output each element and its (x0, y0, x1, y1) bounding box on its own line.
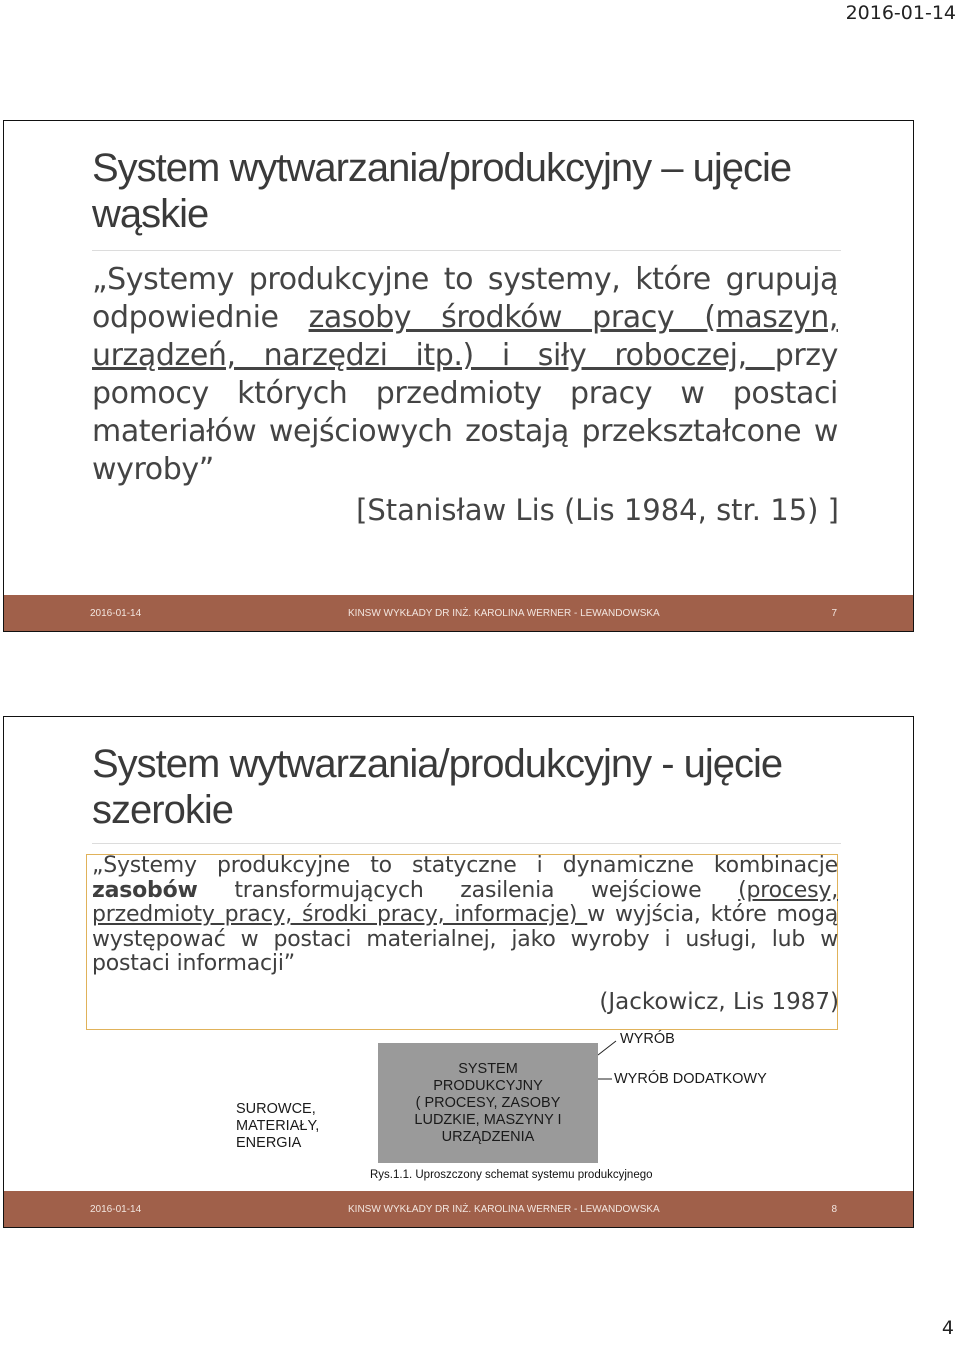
system-label-line: PRODUKCYJNY (433, 1077, 543, 1094)
definition-quote (92, 854, 838, 977)
title-divider (92, 843, 841, 844)
slide-number: 8 (831, 1204, 837, 1215)
quote-text-end: przy pomocy których przedmioty pracy w postaci materiałów wejściowych zostają przekształcone w wyroby” (92, 338, 838, 487)
input-line: ENERGIA (236, 1135, 302, 1151)
footer-author: KINSW WYKŁADY DR INŻ. KAROLINA WERNER - LEWANDOWSKA (348, 608, 660, 619)
system-label-line: URZĄDZENIA (441, 1128, 535, 1145)
quote-underlined-text: zasoby środków pracy (maszyn, urządzeń, narzędzi itp.) i siły roboczej, (92, 300, 838, 373)
footer-author: KINSW WYKŁADY DR INŻ. KAROLINA WERNER - LEWANDOWSKA (348, 1204, 660, 1215)
page-date: 2016-01-14 (845, 2, 956, 24)
slide-8 (3, 716, 914, 1228)
page-number: 4 (941, 1317, 954, 1339)
output-main-line (598, 1041, 616, 1055)
quote-bold-text: zasobów (92, 877, 198, 903)
slide-title: System wytwarzania/produkcyjny – ujęcie wąskie (92, 146, 792, 236)
slide-number: 7 (831, 608, 837, 619)
definition-quote (92, 261, 838, 489)
system-label-line: ( PROCESY, ZASOBY (415, 1094, 561, 1111)
input-line: SUROWCE, (236, 1101, 316, 1117)
figure-caption: Rys.1.1. Uproszczony schemat systemu produkcyjnego (370, 1169, 653, 1181)
title-divider (92, 250, 841, 251)
citation: (Jackowicz, Lis 1987) (599, 989, 839, 1015)
quote-text: „Systemy produkcyjne to statyczne i dynamiczne kombinacje (92, 853, 838, 878)
output-main-label: WYRÓB (620, 1031, 675, 1047)
inputs-label (236, 1101, 319, 1152)
production-system-box (378, 1043, 598, 1163)
output-extra-label: WYRÓB DODATKOWY (614, 1071, 767, 1087)
slide-title: System wytwarzania/produkcyjny - ujęcie szerokie (92, 742, 783, 832)
slide-7 (3, 120, 914, 632)
footer-date: 2016-01-14 (90, 608, 142, 619)
system-label-line: LUDZKIE, MASZYNY I (414, 1111, 562, 1128)
system-label-line: SYSTEM (458, 1060, 518, 1077)
slide-footer (4, 1191, 913, 1227)
quote-text: „Systemy produkcyjne to systemy, które grupują odpowiednie (92, 262, 838, 335)
quote-text-end: w wyjścia, które mogą występować w postaci materialnej, jako wyroby i usługi, lub w postaci informacji” (92, 902, 839, 976)
slide-footer (4, 595, 913, 631)
citation: [Stanisław Lis (Lis 1984, str. 15) ] (356, 493, 839, 527)
input-line: MATERIAŁY, (236, 1118, 320, 1134)
quote-text-middle: transformujących zasilenia wejściowe (197, 877, 739, 903)
production-system-diagram (4, 1027, 914, 1187)
quote-underlined-text: (procesy, przedmioty pracy, środki pracy, informacje) (92, 877, 838, 927)
footer-date: 2016-01-14 (90, 1204, 142, 1215)
